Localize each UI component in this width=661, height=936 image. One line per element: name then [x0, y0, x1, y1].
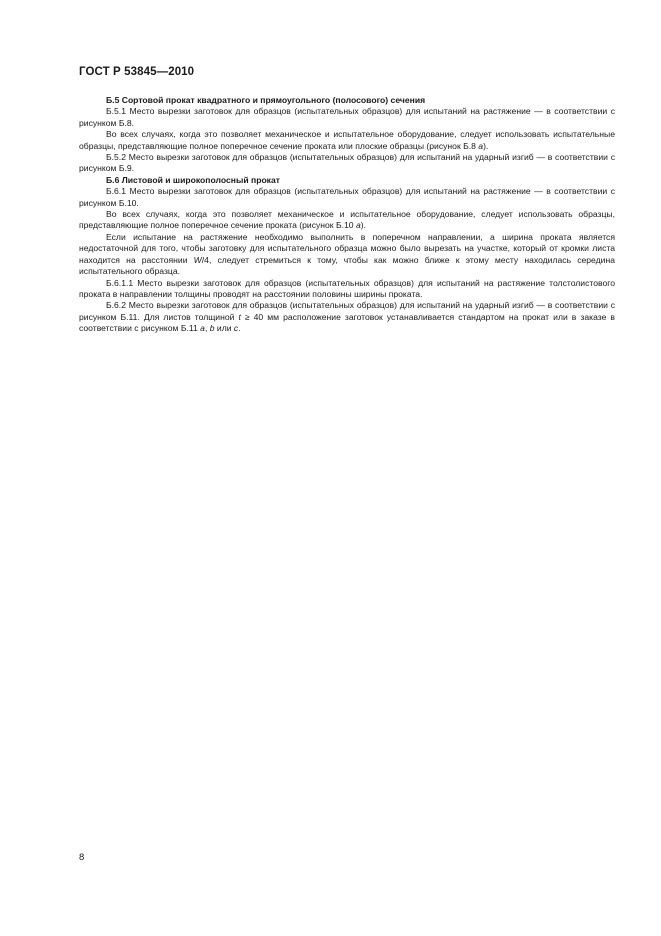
paragraph	[79, 129, 615, 152]
text-run: ).	[483, 140, 489, 151]
text-run: или	[214, 323, 234, 334]
italic-symbol: b	[209, 323, 215, 334]
section-heading: Б.5 Сортовой прокат квадратного и прямоугольного (полосового) сечения	[106, 95, 426, 105]
italic-symbol: а	[478, 140, 484, 151]
paragraph: Б.6.1 Место вырезки заготовок для образцов (испытательных образцов) для испытаний на растяжение — в соответствии с рисунком Б.10.	[79, 186, 615, 208]
paragraph: Б.6.1.1 Место вырезки заготовок для образцов (испытательных образцов) для испытаний на растяжение толстолистового проката в направлении толщины проводят на расстоянии половины ширины проката.	[79, 277, 615, 299]
section-heading: Б.6 Листовой и широкополосный прокат	[106, 174, 280, 185]
paragraph: Б.5.1 Место вырезки заготовок для образцов (испытательных образцов) для испытаний на растяжение — в соответствии с рисунком Б.8.	[79, 106, 615, 128]
text-run: Во всех случаях, когда это позволяет механическое и испытательное оборудование, следует использовать образцы, представляющие полное поперечное сечение проката (рисунок Б.10	[79, 209, 615, 231]
italic-symbol: W	[193, 254, 202, 265]
italic-symbol: t	[238, 311, 241, 322]
document-body	[79, 95, 615, 335]
text-run: /4, следует стремиться к тому, чтобы как можно ближе к этому месту находилась середина испытательного образца.	[79, 254, 615, 277]
paragraph	[79, 232, 615, 278]
italic-symbol: с	[233, 323, 239, 334]
italic-symbol: а	[355, 220, 361, 231]
paragraph: Б.5.2 Место вырезки заготовок для образцов (испытательных образцов) для испытаний на ударный изгиб — в соответствии с рисунком Б.9.	[79, 152, 615, 174]
text-run: .	[238, 323, 241, 334]
page-number: 8	[79, 852, 85, 863]
italic-symbol: а	[200, 323, 205, 334]
paragraph	[79, 209, 615, 232]
paragraph	[79, 300, 615, 334]
text-run: Во всех случаях, когда это позволяет механическое и испытательное оборудование, следует использовать испытательные образцы, представляющие полное поперечное сечение проката или плоские образцы (рисунок Б.8	[79, 129, 615, 151]
text-run: Б.6.2 Место вырезки заготовок для образцов (испытательных образцов) для испытаний на ударный изгиб — в соответствии с рисунком Б.11. Для листов толщиной	[79, 300, 615, 322]
text-run: ≥ 40 мм расположение заготовок устанавливается стандартом на прокат или в заказе в соответствии с рисунком Б.11	[79, 311, 615, 334]
text-run: ).	[360, 220, 366, 231]
text-run: ,	[204, 323, 210, 334]
text-run: Если испытание на растяжение необходимо выполнить в поперечном направлении, а ширина проката является недостаточной для того, чтобы заготовку для испытательного образца можно было вырезать на участке, который от кромки листа находится на расстоянии	[79, 231, 615, 265]
document-header: ГОСТ Р 53845—2010	[79, 66, 195, 78]
